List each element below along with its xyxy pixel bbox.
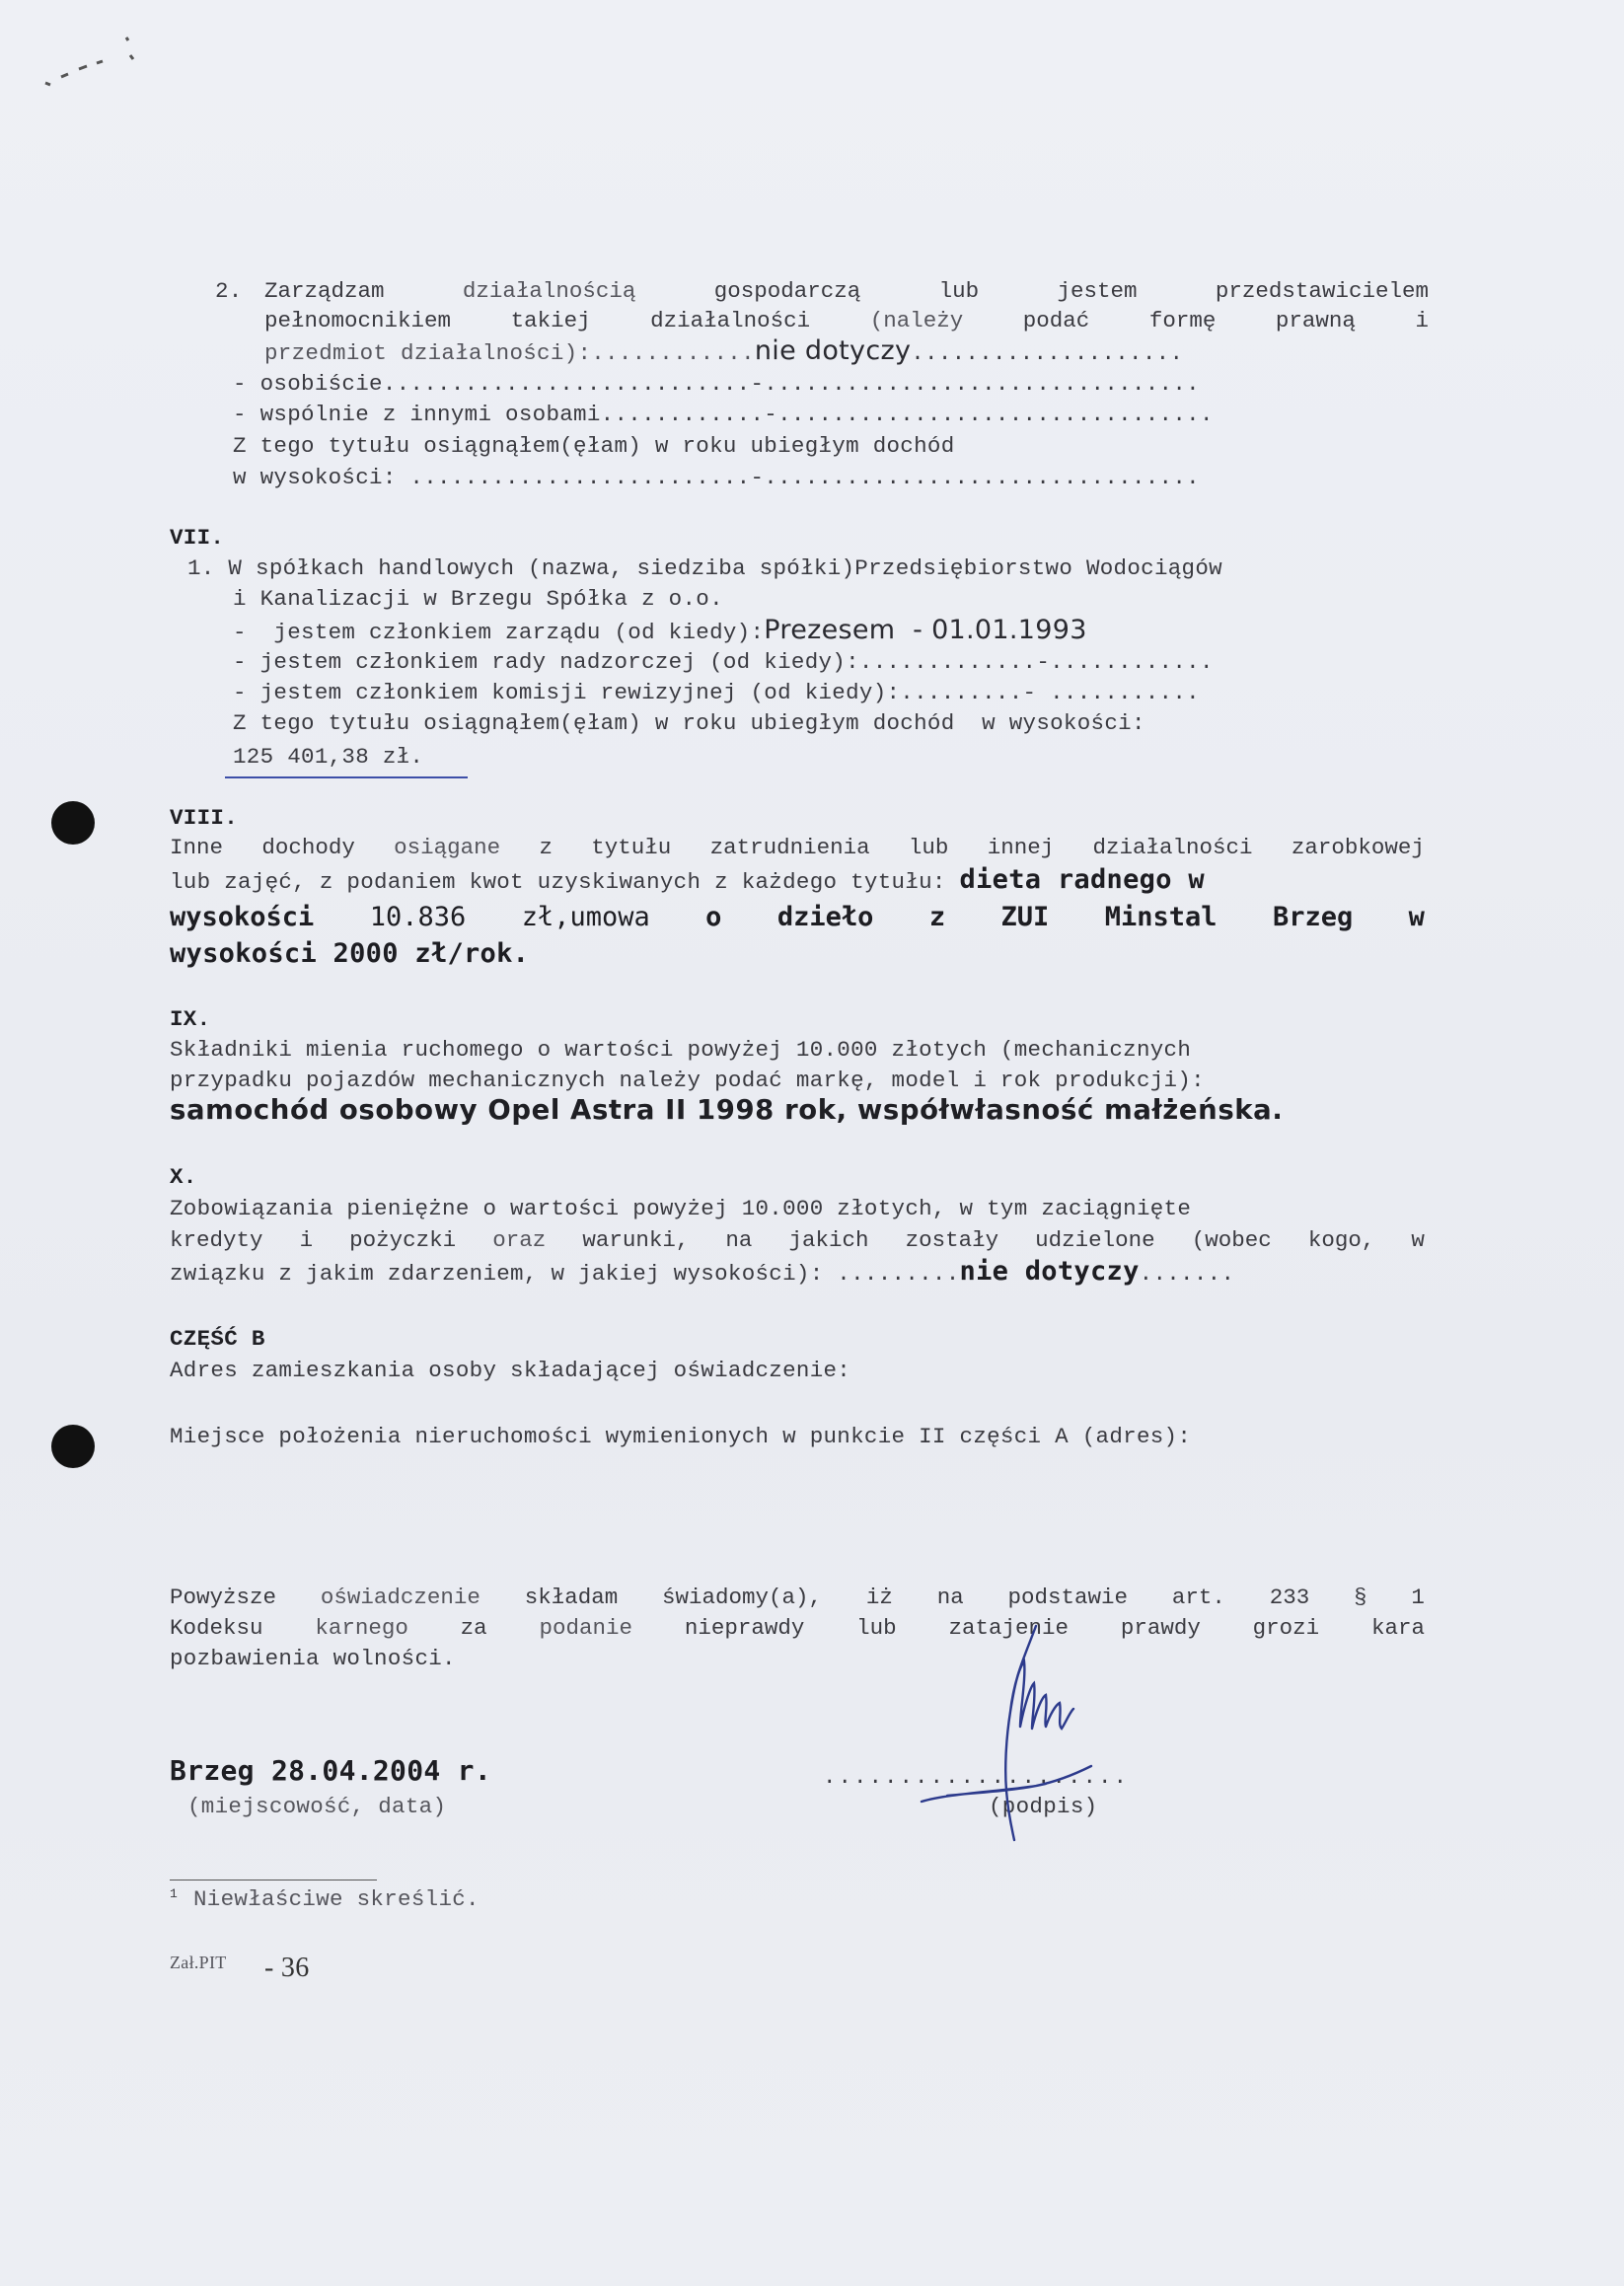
sec8-answer-start: dieta radnego w xyxy=(959,864,1205,895)
sec6-line1: Zarządzam działalnością gospodarczą lub jestem przedstawicielem xyxy=(264,278,1429,304)
sec10-answer: nie dotyczy xyxy=(959,1256,1140,1287)
sec7-line4: - jestem członkiem rady nadzorczej (od kiedy):.............-............ xyxy=(233,649,1214,675)
sec8-line2: lub zajęć, z podaniem kwot uzyskiwanych z każdego tytułu: dieta radnego w xyxy=(170,864,1205,895)
sec7-line6: Z tego tytułu osiągnąłem(ęłam) w roku ubiegłym dochód w wysokości: xyxy=(233,710,1145,736)
sec7-line1: 1. W spółkach handlowych (nazwa, siedziba spółki)Przedsiębiorstwo Wodociągów xyxy=(187,555,1222,581)
sec9-line2: przypadku pojazdów mechanicznych należy podać markę, model i rok produkcji): xyxy=(170,1068,1205,1093)
part-b-heading: CZĘŚĆ B xyxy=(170,1326,265,1352)
section-heading-viii: VIII. xyxy=(170,805,239,831)
section-heading-ix: IX. xyxy=(170,1006,211,1032)
sec7-line5: - jestem członkiem komisji rewizyjnej (od kiedy):.........- ........... xyxy=(233,680,1200,705)
sec6-line2: pełnomocnikiem takiej działalności (należy podać formę prawną i xyxy=(264,308,1429,333)
sec7-line2: i Kanalizacji w Brzegu Spółka z o.o. xyxy=(233,586,723,612)
sec10-line3: związku z jakim zdarzeniem, w jakiej wysokości): .........nie dotyczy....... xyxy=(170,1256,1235,1287)
section-heading-x: X. xyxy=(170,1164,197,1190)
sec10-line1: Zobowiązania pieniężne o wartości powyżej 10.000 złotych, w tym zaciągnięte xyxy=(170,1196,1192,1221)
sec6-line6: Z tego tytułu osiągnąłem(ęłam) w roku ubiegłym dochód xyxy=(233,433,955,459)
sec8-line4: wysokości 2000 zł/rok. xyxy=(170,938,530,969)
signature-caption: (podpis) xyxy=(989,1794,1098,1819)
section-heading-vii: VII. xyxy=(170,525,225,551)
signature-line: .................... xyxy=(823,1764,1130,1790)
declaration-line3: pozbawienia wolności. xyxy=(170,1646,456,1671)
sec8-line1: Inne dochody osiągane z tytułu zatrudnienia lub innej działalności zarobkowej xyxy=(170,835,1425,860)
sec7-line3: - jestem członkiem zarządu (od kiedy):Prezesem - 01.01.1993 xyxy=(233,615,1087,645)
form-code: Zał.PIT xyxy=(170,1953,227,1972)
sec6-line5: - wspólnie z innymi osobami............-................................ xyxy=(233,402,1214,427)
pen-underline xyxy=(225,776,468,778)
sec7-answer: Prezesem - 01.01.1993 xyxy=(764,615,1087,645)
part-b-property: Miejsce położenia nieruchomości wymienionych w punkcie II części A (adres): xyxy=(170,1424,1192,1449)
declaration-line1: Powyższe oświadczenie składam świadomy(a), iż na podstawie art. 233 § 1 xyxy=(170,1585,1425,1610)
punch-hole xyxy=(51,801,95,845)
sec9-answer: samochód osobowy Opel Astra II 1998 rok, współwłasność małżeńska. xyxy=(170,1094,1284,1126)
part-b-address: Adres zamieszkania osoby składającej oświadczenie: xyxy=(170,1358,851,1383)
page-number: - 36 xyxy=(264,1953,310,1983)
declaration-line2: Kodeksu karnego za podanie nieprawdy lub zatajenie prawdy grozi kara xyxy=(170,1615,1425,1641)
sec6-line7: w wysokości: .........................-................................ xyxy=(233,465,1200,490)
footnote-text: Niewłaściwe skreślić. xyxy=(193,1886,480,1912)
handwritten-signature xyxy=(908,1618,1135,1855)
place-date: Brzeg 28.04.2004 r. xyxy=(170,1754,491,1787)
sec6-line4: - osobiście...........................-................................ xyxy=(233,371,1200,397)
sec10-line2: kredyty i pożyczki oraz warunki, na jakich zostały udzielone (wobec kogo, w xyxy=(170,1227,1425,1253)
footnote-mark: 1 xyxy=(170,1886,179,1901)
sec6-line3: przedmiot działalności):............nie dotyczy.................... xyxy=(264,335,1184,366)
item-number: 2. xyxy=(215,278,243,304)
scan-mark xyxy=(39,28,148,97)
sec9-line1: Składniki mienia ruchomego o wartości powyżej 10.000 złotych (mechanicznych xyxy=(170,1037,1192,1063)
sec6-answer: nie dotyczy xyxy=(754,335,912,366)
sec7-income: 125 401,38 zł. xyxy=(233,744,424,770)
sec8-line3: wysokości 10.836 zł,umowa o dzieło z ZUI Minstal Brzeg w xyxy=(170,902,1425,932)
punch-hole xyxy=(51,1425,95,1468)
place-date-caption: (miejscowość, data) xyxy=(187,1794,447,1819)
